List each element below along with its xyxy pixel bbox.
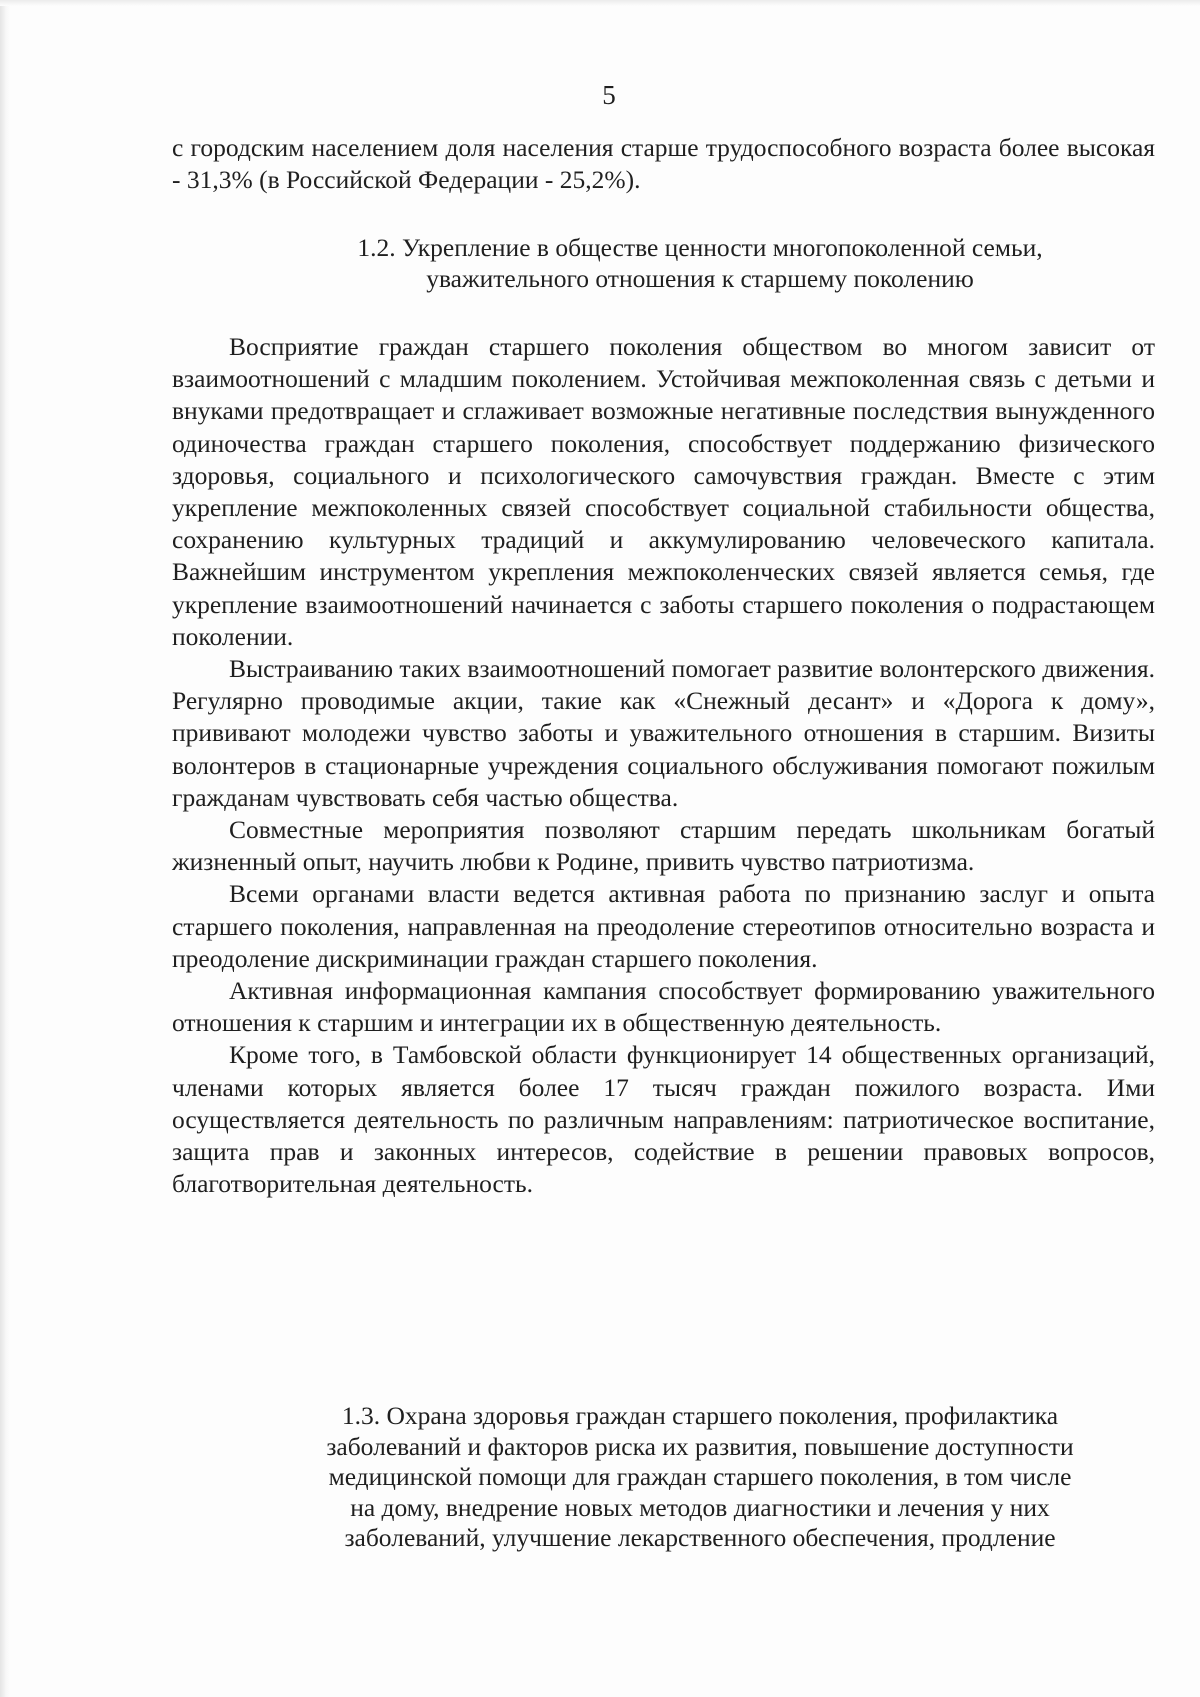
section-1-2-heading-line-2: уважительного отношения к старшему поколению [426,263,974,293]
paragraph: Выстраиванию таких взаимоотношений помогает развитие волонтерского движения. Регулярно проводимые акции, такие как «Снежный десант» и «Дорога к дому», прививают молодежи чувство заботы и уважительного отношения в старшим. Визиты волонтеров в стационарные учреждения социального обслуживания помогают пожилым гражданам чувствовать себя частью общества. [172,654,1155,812]
scan-edge-shadow [0,0,10,1697]
paragraph: Активная информационная кампания способствует формированию уважительного отношения к старшим и интеграции их в общественную деятельность. [172,976,1155,1038]
paragraph: Кроме того, в Тамбовской области функционирует 14 общественных организаций, членами которых является более 17 тысяч граждан пожилого возраста. Ими осуществляется деятельность по различным направлениям: патриотическое воспитание, защита прав и законных интересов, содействие в решении правовых вопросов, благотворительная деятельность. [172,1040,1155,1199]
intro-paragraph-block [172,132,1155,196]
section-1-2-body [172,331,1155,1200]
intro-paragraph: с городским населением доля населения старше трудоспособного возраста более высокая - 31,3% (в Российской Федерации - 25,2%). [172,133,1155,195]
section-1-2-heading-line-1: 1.2. Укрепление в обществе ценности многопоколенной семьи, [357,233,1043,262]
section-1-3-heading-line: 1.3. Охрана здоровья граждан старшего поколения, профилактика [341,1401,1059,1430]
paragraph: Всеми органами власти ведется активная работа по признанию заслуг и опыта старшего поколения, направленная на преодоление стереотипов относительно возраста и преодоление дискриминации граждан старшего поколения. [172,879,1155,973]
section-1-3-heading-line: заболеваний, улучшение лекарственного обеспечения, продление [344,1523,1056,1552]
paragraph: Совместные мероприятия позволяют старшим передать школьникам богатый жизненный опыт, научить любви к Родине, привить чувство патриотизма. [172,815,1155,877]
paragraph: Восприятие граждан старшего поколения обществом во многом зависит от взаимоотношений с младшим поколением. Устойчивая межпоколенная связь с детьми и внуками предотвращает и сглаживает возможные негативные последствия вынужденного одиночества граждан старшего поколения, способствует поддержанию физического здоровья, социального и психологического самочувствия граждан. Вместе с этим укрепление межпоколенных связей способствует социальной стабильности общества, сохранению культурных традиций и аккумулированию человеческого капитала. Важнейшим инструментом укрепления межпоколенческих связей является семья, где укрепление взаимоотношений начинается с заботы старшего поколения о подрастающем поколении. [172,332,1155,651]
page-number: 5 [602,80,616,110]
section-1-2-heading [245,233,1155,294]
section-1-3-heading-line: заболеваний и факторов риска их развития, повышение доступности [326,1431,1074,1461]
section-1-3-heading-line: медицинской помощи для граждан старшего поколения, в том числе [328,1462,1072,1491]
section-1-3-heading-line: на дому, внедрение новых методов диагностики и лечения у них [350,1492,1050,1522]
scan-top-shadow [0,0,1200,6]
section-1-3-heading [270,1401,1130,1554]
